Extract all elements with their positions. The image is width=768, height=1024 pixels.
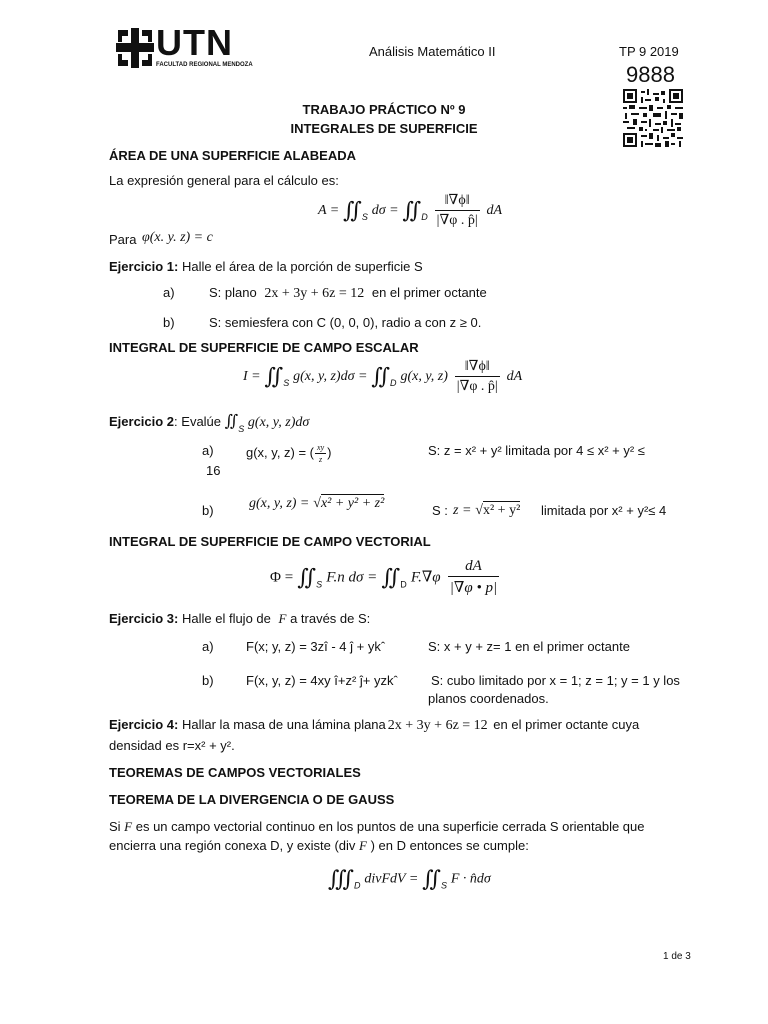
course-name: Análisis Matemático II: [369, 44, 496, 59]
page-number: 1 de 3: [663, 951, 691, 962]
ex1-b-label: b): [163, 315, 175, 330]
ex2-b-tail: limitada por x² + y²≤ 4: [541, 503, 667, 518]
ex3-a-text: F(x; y, z) = 3zî - 4 ĵ + ykˆ: [246, 639, 386, 654]
exercise-3: Ejercicio 3: Halle el flujo de F a través de S:: [109, 611, 371, 626]
doc-title: TRABAJO PRÁCTICO Nº 9: [302, 102, 466, 117]
ex2-a-text: g(x, y, z) = ( $\frac{xy}{z}$ ): [246, 443, 332, 464]
qr-code-icon: [623, 89, 683, 147]
utn-logo: [116, 22, 253, 72]
exercise-4-density: densidad es r=x² + y².: [109, 738, 235, 753]
logo-subtitle: FACULTAD REGIONAL MENDOZA: [156, 62, 253, 68]
utn-emblem-icon: [116, 28, 154, 68]
ex2-a-label: a): [202, 443, 214, 458]
logo-text: UTN: [156, 22, 233, 63]
doc-subtitle: INTEGRALES DE SUPERFICIE: [290, 121, 478, 136]
area-formula: $A = ∬_S$ $d\sigma = ∬_D$ $\frac{‖\nabla\phi‖}{|\nabla\varphi . p̂|}$ dA: [318, 193, 503, 228]
section-theorems-heading: TEOREMAS DE CAMPOS VECTORIALES: [109, 765, 361, 780]
ex2-b-label: b): [202, 503, 214, 518]
ex1-a-label: a): [163, 285, 175, 300]
vector-formula: $\Phi = ∬_S$ F.n $d\sigma = ∬_D$ F.∇φ $\frac{dA}{|\nabla\varphi • p|}$: [270, 558, 498, 596]
para-expression: φ(x. y. z) = c: [142, 230, 213, 245]
ex2-b-expr: g(x, y, z) = √x² + y² + z²: [249, 496, 385, 511]
section-area-intro: La expresión general para el cálculo es:: [109, 173, 339, 188]
ex3-b-surface-cont: planos coordenados.: [428, 691, 549, 706]
para-label: Para: [109, 232, 137, 247]
ex2-a-wrap: 16: [206, 463, 221, 478]
gauss-theorem-heading: TEOREMA DE LA DIVERGENCIA O DE GAUSS: [109, 792, 395, 807]
ex2-a-surface: S: z = x² + y² limitada por 4 ≤ x² + y² ≤: [428, 443, 645, 458]
tp-year: TP 9 2019: [619, 44, 679, 59]
exercise-4: Ejercicio 4: Hallar la masa de una lámina plana 2x + 3y + 6z = 12 en el primer octante cuya: [109, 717, 640, 733]
ex3-a-surface: S: x + y + z= 1 en el primer octante: [428, 639, 630, 654]
gauss-paragraph-line2: encierra una región conexa D, y existe (div F ) en D entonces se cumple:: [109, 838, 529, 853]
exercise-2: Ejercicio 2: Evalúe $∬_S$ g(x, y, z)dσ: [109, 413, 310, 434]
document-number: 9888: [626, 62, 675, 87]
ex3-b-surface: S: cubo limitado por x = 1; z = 1; y = 1 y los: [431, 673, 680, 688]
ex1-a-text: S: plano 2x + 3y + 6z = 12 en el primer octante: [209, 285, 487, 301]
ex3-a-label: a): [202, 639, 214, 654]
ex3-b-text: F(x, y, z) = 4xy î+z² ĵ+ yzkˆ: [246, 673, 398, 688]
ex2-b-surface-expr: z = √x² + y²: [453, 503, 521, 518]
section-vector-heading: INTEGRAL DE SUPERFICIE DE CAMPO VECTORIAL: [109, 534, 431, 549]
gauss-paragraph-line1: Si F es un campo vectorial continuo en los puntos de una superficie cerrada S orientable que: [109, 819, 645, 834]
ex3-b-label: b): [202, 673, 214, 688]
section-scalar-heading: INTEGRAL DE SUPERFICIE DE CAMPO ESCALAR: [109, 340, 419, 355]
exercise-1: Ejercicio 1: Halle el área de la porción de superficie S: [109, 259, 423, 274]
section-area-heading: ÁREA DE UNA SUPERFICIE ALABEADA: [109, 148, 357, 163]
scalar-formula: $I = ∬_S$ g(x, y, $z)d\sigma = ∬_D$ g(x, y, z) $\frac{‖\nabla\phi‖}{|\nabla\varphi . p̂|}$ dA: [243, 359, 523, 394]
gauss-formula: $∭_D$ divFdV = $∬_S$ F · n̂dσ: [328, 866, 491, 891]
ex1-b-text: S: semiesfera con C (0, 0, 0), radio a con z ≥ 0.: [209, 315, 482, 330]
ex2-b-surface-label: S :: [432, 503, 448, 518]
